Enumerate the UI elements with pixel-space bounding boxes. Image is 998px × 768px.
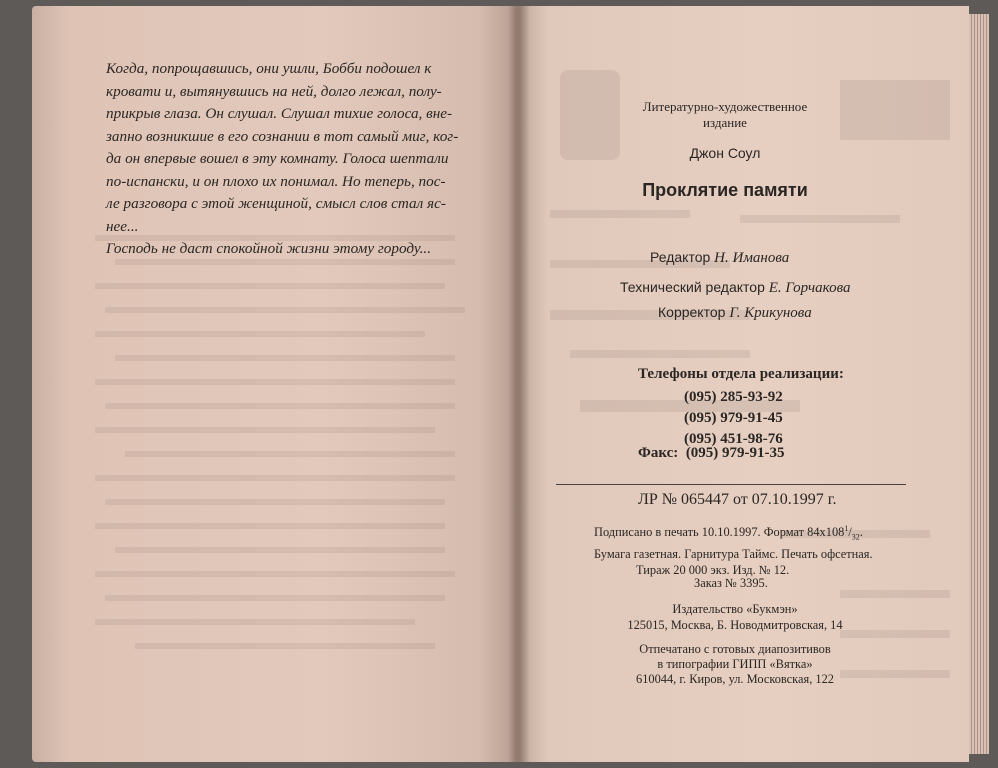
- format-slash: /: [848, 525, 852, 540]
- print-line-3: Тираж 20 000 экз. Изд. № 12.: [636, 562, 790, 577]
- text-line: прикрыв глаза. Он слушал. Слушал тихие голоса, вне-: [106, 105, 453, 122]
- phone-list: [684, 387, 783, 450]
- print-line-2: Бумага газетная. Гарнитура Таймс. Печать офсетная.: [594, 546, 873, 561]
- genre-line-2: издание: [703, 115, 747, 130]
- text-line: да он впервые вошел в эту комнату. Голоса шептали: [106, 150, 449, 167]
- proofreader-name: Г. Крикунова: [729, 305, 812, 321]
- phones-heading: Телефоны отдела реализации:: [638, 366, 844, 382]
- print-line-1: [594, 521, 873, 546]
- book-title: Проклятие памяти: [642, 180, 808, 200]
- publisher-info: [590, 601, 880, 633]
- closing-line: Господь не даст спокойной жизни этому городу...: [106, 240, 432, 257]
- text-line: по-испански, и он плохо их понимал. Но теперь, пос-: [106, 172, 446, 190]
- editor-label: Редактор: [650, 249, 711, 265]
- printer-line-3: 610044, г. Киров, ул. Московская, 122: [636, 672, 834, 686]
- format-sup: 1: [844, 524, 849, 533]
- tech-editor-label: Технический редактор: [620, 279, 765, 295]
- license-number: ЛР № 065447 от 07.10.1997 г.: [638, 491, 837, 508]
- format-sub: 32: [851, 532, 860, 542]
- order-number: Заказ № 3395.: [694, 576, 768, 590]
- page-edges: [969, 14, 989, 754]
- text-line: Когда, попрощавшись, они ушли, Бобби подошел к: [106, 60, 432, 77]
- proofreader-credit: [658, 304, 812, 322]
- bleed-through-texture: [95, 235, 475, 685]
- left-page-text: [88, 58, 488, 261]
- printer-line-1: Отпечатано с готовых диапозитивов: [639, 642, 831, 656]
- text-line: запно возникшие в его сознании в тот самый миг, ког-: [106, 127, 459, 145]
- editor-credit: [650, 249, 789, 267]
- proofreader-label: Корректор: [658, 304, 726, 320]
- genre-line-1: Литературно-художественное: [642, 99, 808, 114]
- printer-line-2: в типографии ГИПП «Вятка»: [657, 657, 813, 671]
- text-line: ле разговора с этой женщиной, смысл слов стал яс-: [106, 195, 446, 212]
- genre-label: [590, 99, 860, 131]
- printer-info: [590, 642, 880, 687]
- print-details: [594, 521, 873, 578]
- editor-name: Н. Иманова: [714, 250, 790, 266]
- fax-label: Факс:: [638, 445, 679, 461]
- phone-number: (095) 979-91-45: [684, 410, 783, 426]
- print-format-text: Подписано в печать 10.10.1997. Формат 84х108: [594, 525, 845, 540]
- fax-number: (095) 979-91-35: [685, 445, 785, 461]
- tech-editor-name: Е. Горчакова: [768, 280, 851, 296]
- fax-line: [638, 445, 785, 462]
- author-name: Джон Соул: [689, 145, 761, 161]
- publisher-line-2: 125015, Москва, Б. Новодмитровская, 14: [627, 618, 843, 632]
- publisher-line-1: Издательство «Букмэн»: [672, 602, 798, 616]
- divider-rule: [556, 484, 906, 485]
- text-line: кровати и, вытянувшись на ней, долго лежал, полу-: [106, 82, 442, 100]
- tech-editor-credit: [620, 279, 851, 297]
- format-end: .: [859, 525, 863, 540]
- phone-number: (095) 285-93-92: [684, 389, 783, 405]
- book-gutter: [508, 6, 530, 762]
- text-line: нее...: [106, 217, 139, 235]
- phone-number: (095) 451-98-76: [684, 431, 783, 447]
